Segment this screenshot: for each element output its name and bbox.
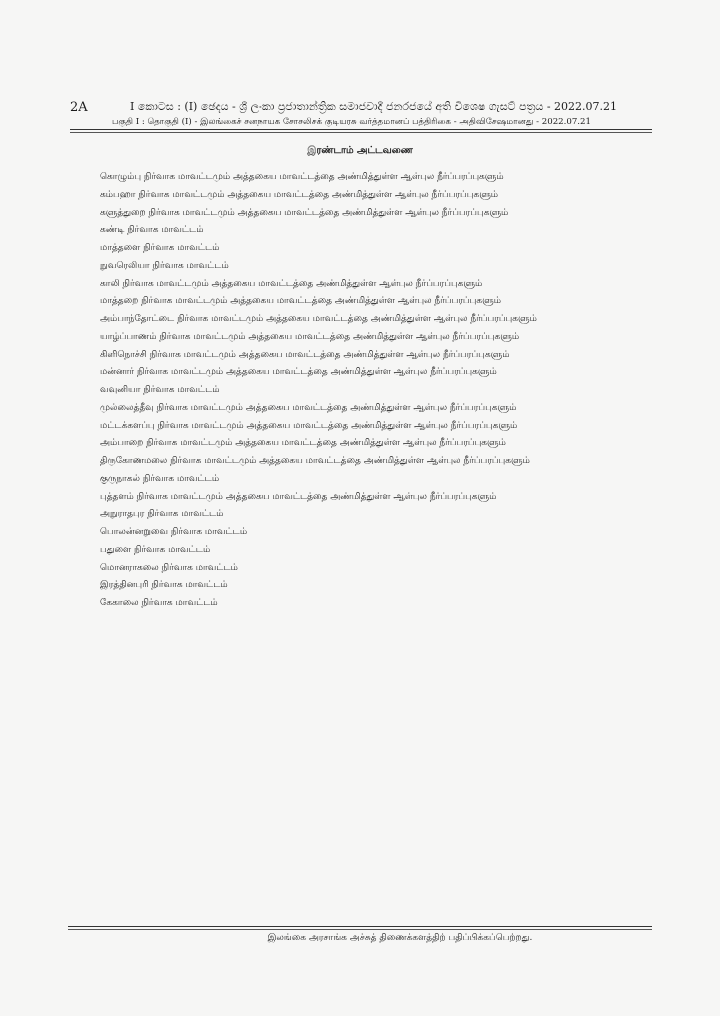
- list-item: மொனராகலை நிர்வாக மாவட்டம்: [100, 562, 238, 573]
- list-item: பதுளை நிர்வாக மாவட்டம்: [100, 544, 211, 555]
- gazette-header-sinhala: I කොටස : (I) ඡෙදය - ශ්‍රී ලංකා ප්‍රජාතාන්ත්‍රික සමාජවාදී ජනරජයේ අති විශෙෂ ගැසට් පත්‍රය - 2022.07.21: [130, 100, 618, 113]
- list-item: அநுராதபுர நிர்வாக மாவட்டம்: [100, 509, 224, 520]
- list-item: அம்பாந்தோட்டை நிர்வாக மாவட்டமும் அத்தகைய மாவட்டத்தை அண்மித்துள்ள ஆள்புல நீர்ப்பரப்புகளும்: [100, 314, 537, 324]
- printer-footer: இலங்கை அரசாங்க அச்சுத் திணைக்களத்திற் பதிப்பிக்கப்பெற்றது.: [267, 933, 533, 943]
- list-item: வவுனியா நிர்வாக மாவட்டம்: [100, 385, 220, 395]
- list-item: இரத்தினபுரி நிர்வாக மாவட்டம்: [100, 580, 228, 591]
- district-list: [100, 169, 660, 613]
- list-item: மாத்தறை நிர்வாக மாவட்டமும் அத்தகைய மாவட்டத்தை அண்மித்துள்ள ஆள்புல நீர்ப்பரப்புகளும்: [100, 296, 501, 307]
- list-item: யாழ்ப்பாணம் நிர்வாக மாவட்டமும் அத்தகைய மாவட்டத்தை அண்மித்துள்ள ஆள்புல நீர்ப்பரப்புகளும்: [100, 331, 520, 342]
- list-item: காலி நிர்வாக மாவட்டமும் அத்தகைய மாவட்டத்தை அண்மித்துள்ள ஆள்புல நீர்ப்பரப்புகளும்: [100, 278, 483, 289]
- list-item: மட்டக்களப்பு நிர்வாக மாவட்டமும் அத்தகைய மாவட்டத்தை அண்மித்துள்ள ஆள்புல நீர்ப்பரப்புகளும்: [100, 420, 518, 431]
- list-item: மாத்தளை நிர்வாக மாவட்டம்: [100, 243, 220, 253]
- gazette-header-tamil: பகுதி I : தொகுதி (I) - இலங்கைச் சனநாயக சோசலிசக் குடியரசு வர்த்தமானப் பத்திரிகை - அதிவிசேஷமானது - 2022.07.21: [112, 117, 591, 127]
- list-item: புத்தளம் நிர்வாக மாவட்டமும் அத்தகைய மாவட்டத்தை அண்மித்துள்ள ஆள்புல நீர்ப்பரப்புகளும்: [100, 491, 497, 502]
- page-number: 2A: [70, 100, 88, 115]
- list-item: முல்லைத்தீவு நிர்வாக மாவட்டமும் அத்தகைய மாவட்டத்தை அண்மித்துள்ள ஆள்புல நீர்ப்பரப்புகளும்: [100, 402, 517, 413]
- list-item: கொழும்பு நிர்வாக மாவட்டமும் அத்தகைய மாவட்டத்தை அண்மித்துள்ள ஆள்புல நீர்ப்பரப்புகளும்: [100, 172, 504, 182]
- list-item: களுத்துறை நிர்வாக மாவட்டமும் அத்தகைய மாவட்டத்தை அண்மித்துள்ள ஆள்புல நீர்ப்பரப்புகளும்: [100, 207, 509, 218]
- footer-rule: [68, 926, 652, 927]
- list-item: மன்னார் நிர்வாக மாவட்டமும் அத்தகைய மாவட்டத்தை அண்மித்துள்ள ஆள்புல நீர்ப்பரப்புகளும்: [100, 367, 497, 378]
- header-rule: [70, 129, 652, 130]
- list-item: அம்பாறை நிர்வாக மாவட்டமும் அத்தகைய மாவட்டத்தை அண்மித்துள்ள ஆள்புல நீர்ப்பரப்புகளும்: [100, 438, 506, 449]
- header-rule-thin: [70, 132, 652, 133]
- footer-rule-thin: [68, 929, 652, 930]
- schedule-title: இரண்டாம் அட்டவணை: [307, 145, 413, 156]
- list-item: கண்டி நிர்வாக மாவட்டம்: [100, 225, 204, 236]
- list-item: கிளிநொச்சி நிர்வாக மாவட்டமும் அத்தகைய மாவட்டத்தை அண்மித்துள்ள ஆள்புல நீர்ப்பரப்புகளும்: [100, 349, 510, 360]
- list-item: திருகோணமலை நிர்வாக மாவட்டமும் அத்தகைய மாவட்டத்தை அண்மித்துள்ள ஆள்புல நீர்ப்பரப்புகளும்: [100, 456, 530, 466]
- list-item: நுவரெலியா நிர்வாக மாவட்டம்: [100, 260, 229, 271]
- list-item: கம்பஹா நிர்வாக மாவட்டமும் அத்தகைய மாவட்டத்தை அண்மித்துள்ள ஆள்புல நீர்ப்பரப்புகளும்: [100, 189, 499, 200]
- list-item: பொலன்னறுவை நிர்வாக மாவட்டம்: [100, 527, 248, 537]
- list-item: குருநாகல் நிர்வாக மாவட்டம்: [100, 473, 220, 484]
- list-item: கேகாலை நிர்வாக மாவட்டம்: [100, 598, 218, 608]
